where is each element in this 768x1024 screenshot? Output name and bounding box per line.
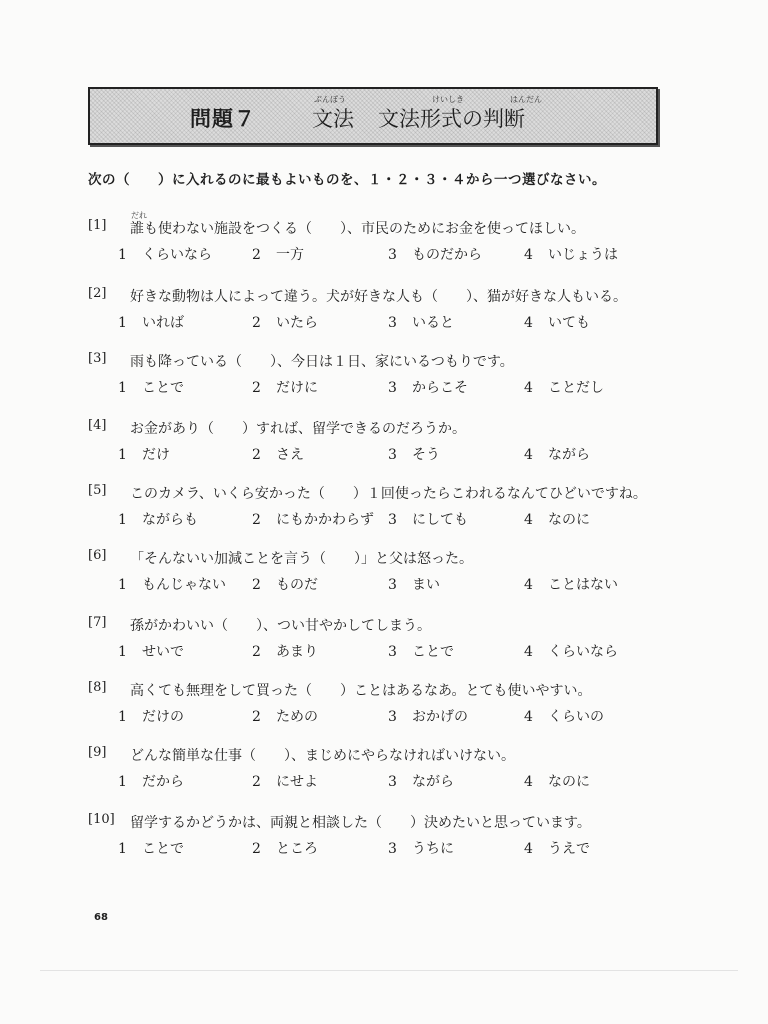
answer-option — [388, 838, 454, 858]
option-number: 3 — [388, 841, 397, 857]
answer-option — [118, 444, 170, 464]
option-text: いても — [548, 315, 590, 331]
option-text: なのに — [548, 512, 590, 528]
option-text: にせよ — [276, 774, 318, 790]
answer-options — [88, 838, 688, 860]
answer-option — [524, 706, 604, 726]
question-text: 「そんないい加減ことを言う（ ）」と父は怒った。 — [130, 551, 473, 567]
option-number: 2 — [252, 644, 261, 660]
question-text: お金があり（ ）すれば、留学できるのだろうか。 — [130, 421, 466, 437]
option-number: 2 — [252, 512, 261, 528]
title-banner — [88, 87, 658, 145]
option-text: ものだから — [412, 247, 482, 263]
option-number: 4 — [524, 512, 533, 528]
answer-options — [88, 509, 688, 531]
problem-title: 問題７ — [190, 107, 256, 131]
question-item — [88, 745, 688, 793]
option-number: 1 — [118, 774, 127, 790]
answer-option — [524, 838, 590, 858]
option-number: 4 — [524, 644, 533, 660]
option-number: 1 — [118, 315, 127, 331]
option-text: くらいなら — [548, 644, 618, 660]
option-text: なのに — [548, 774, 590, 790]
ruby-keishiki: けいしき — [432, 95, 464, 104]
option-text: うちに — [412, 841, 454, 857]
question-line — [88, 615, 688, 637]
answer-option — [388, 706, 468, 726]
answer-option — [388, 771, 454, 791]
question-text: 好きな動物は人によって違う。犬が好きな人も（ ）、猫が好きな人もいる。 — [130, 289, 627, 305]
option-text: せいで — [142, 644, 184, 660]
option-text: にしても — [412, 512, 468, 528]
question-text: 留学するかどうかは、両親と相談した（ ）決めたいと思っています。 — [130, 815, 591, 831]
option-text: いると — [412, 315, 454, 331]
option-text: ながら — [548, 447, 590, 463]
option-text: からこそ — [412, 380, 468, 396]
answer-option — [118, 771, 184, 791]
option-number: 1 — [118, 577, 127, 593]
ruby-bunpou: ぶんぽう — [314, 95, 346, 104]
option-number: 3 — [388, 380, 397, 396]
answer-option — [524, 574, 618, 594]
answer-option — [118, 838, 184, 858]
page-number: 68 — [94, 912, 108, 923]
question-line — [88, 745, 688, 767]
answer-option — [388, 444, 440, 464]
question-line — [88, 812, 688, 834]
question-number: [10] — [88, 812, 115, 827]
option-text: ながらも — [142, 512, 198, 528]
option-number: 3 — [388, 247, 397, 263]
option-text: ことはない — [548, 577, 618, 593]
answer-option — [524, 641, 618, 661]
option-text: ことで — [142, 380, 184, 396]
question-line — [88, 680, 688, 702]
answer-option — [252, 377, 318, 397]
answer-option — [118, 377, 184, 397]
option-text: まい — [412, 577, 440, 593]
option-text: ながら — [412, 774, 454, 790]
answer-options — [88, 377, 688, 399]
answer-option — [118, 312, 184, 332]
option-text: にもかかわらず — [276, 512, 374, 528]
option-number: 3 — [388, 315, 397, 331]
option-text: ところ — [276, 841, 318, 857]
option-text: だから — [142, 774, 184, 790]
question-item — [88, 418, 688, 466]
option-text: おかげの — [412, 709, 468, 725]
scan-artifact-line — [40, 970, 738, 971]
answer-option — [524, 509, 590, 529]
section-name: 文法 — [312, 107, 354, 131]
option-number: 3 — [388, 709, 397, 725]
option-text: だけの — [142, 709, 184, 725]
question-item — [88, 548, 688, 596]
option-number: 3 — [388, 577, 397, 593]
answer-option — [252, 509, 374, 529]
question-text: 雨も降っている（ ）、今日は１日、家にいるつもりです。 — [130, 354, 514, 370]
answer-options — [88, 312, 688, 334]
option-number: 1 — [118, 512, 127, 528]
question-text: 孫がかわいい（ ）、つい甘やかしてしまう。 — [130, 618, 431, 634]
question-number: [1] — [88, 218, 107, 233]
option-number: 4 — [524, 577, 533, 593]
question-item — [88, 286, 688, 334]
answer-option — [524, 244, 618, 264]
answer-option — [252, 244, 304, 264]
option-number: 1 — [118, 380, 127, 396]
question-line — [88, 548, 688, 570]
answer-option — [388, 312, 454, 332]
option-text: うえで — [548, 841, 590, 857]
option-text: いたら — [276, 315, 318, 331]
option-text: そう — [412, 447, 440, 463]
option-number: 3 — [388, 644, 397, 660]
question-number: [5] — [88, 483, 107, 498]
option-number: 4 — [524, 774, 533, 790]
option-number: 2 — [252, 447, 261, 463]
question-item — [88, 812, 688, 860]
answer-option — [524, 771, 590, 791]
option-number: 2 — [252, 247, 261, 263]
question-line — [88, 418, 688, 440]
answer-option — [524, 377, 604, 397]
option-number: 1 — [118, 644, 127, 660]
answer-options — [88, 706, 688, 728]
answer-option — [252, 444, 304, 464]
option-number: 3 — [388, 774, 397, 790]
option-number: 4 — [524, 709, 533, 725]
question-item — [88, 351, 688, 399]
answer-option — [252, 838, 318, 858]
question-number: [4] — [88, 418, 107, 433]
answer-option — [118, 509, 198, 529]
option-number: 1 — [118, 447, 127, 463]
option-text: もんじゃない — [142, 577, 226, 593]
option-number: 4 — [524, 315, 533, 331]
option-text: ことで — [412, 644, 454, 660]
answer-option — [252, 771, 318, 791]
option-number: 4 — [524, 841, 533, 857]
answer-options — [88, 574, 688, 596]
option-text: くらいの — [548, 709, 604, 725]
option-number: 2 — [252, 380, 261, 396]
option-number: 2 — [252, 841, 261, 857]
option-number: 1 — [118, 709, 127, 725]
question-item — [88, 680, 688, 728]
question-number: [6] — [88, 548, 107, 563]
option-text: ための — [276, 709, 318, 725]
answer-option — [118, 244, 212, 264]
option-text: あまり — [276, 644, 318, 660]
answer-option — [388, 641, 454, 661]
option-number: 1 — [118, 841, 127, 857]
question-number: [3] — [88, 351, 107, 366]
answer-option — [118, 641, 184, 661]
option-text: くらいなら — [142, 247, 212, 263]
option-number: 3 — [388, 512, 397, 528]
question-line — [88, 483, 688, 505]
answer-option — [388, 244, 482, 264]
question-text: どんな簡単な仕事（ ）、まじめにやらなければいけない。 — [130, 748, 515, 764]
answer-option — [388, 377, 468, 397]
question-text: 誰も使わない施設をつくる（ ）、市民のためにお金を使ってほしい。 — [130, 221, 585, 237]
question-number: [7] — [88, 615, 107, 630]
question-line — [88, 351, 688, 373]
ruby-dare: だれ — [131, 211, 147, 220]
option-number: 3 — [388, 447, 397, 463]
ruby-handan: はんだん — [510, 95, 542, 104]
option-text: だけ — [142, 447, 170, 463]
option-text: さえ — [276, 447, 304, 463]
option-number: 2 — [252, 315, 261, 331]
option-text: いれば — [142, 315, 184, 331]
answer-options — [88, 641, 688, 663]
option-number: 2 — [252, 774, 261, 790]
question-line — [88, 218, 688, 240]
answer-option — [252, 641, 318, 661]
question-number: [2] — [88, 286, 107, 301]
option-number: 2 — [252, 577, 261, 593]
option-text: ことだし — [548, 380, 604, 396]
question-text: このカメラ、いくら安かった（ ）１回使ったらこわれるなんてひどいですね。 — [130, 486, 647, 502]
answer-option — [252, 312, 318, 332]
option-number: 1 — [118, 247, 127, 263]
answer-option — [118, 574, 226, 594]
option-number: 2 — [252, 709, 261, 725]
section-subtitle: 文法形式の判断 — [378, 107, 525, 131]
question-number: [8] — [88, 680, 107, 695]
question-item — [88, 615, 688, 663]
question-number: [9] — [88, 745, 107, 760]
option-text: 一方 — [276, 247, 304, 263]
answer-option — [524, 312, 590, 332]
option-number: 4 — [524, 247, 533, 263]
answer-option — [388, 574, 440, 594]
option-text: だけに — [276, 380, 318, 396]
option-text: いじょうは — [548, 247, 618, 263]
question-item — [88, 218, 688, 266]
answer-options — [88, 444, 688, 466]
answer-option — [252, 574, 318, 594]
question-line — [88, 286, 688, 308]
question-text: 高くても無理をして買った（ ）ことはあるなあ。とても使いやすい。 — [130, 683, 592, 699]
answer-option — [118, 706, 184, 726]
option-text: ものだ — [276, 577, 318, 593]
option-text: ことで — [142, 841, 184, 857]
answer-option — [524, 444, 590, 464]
question-item — [88, 483, 688, 531]
answer-option — [388, 509, 468, 529]
option-number: 4 — [524, 380, 533, 396]
answer-options — [88, 771, 688, 793]
answer-options — [88, 244, 688, 266]
option-number: 4 — [524, 447, 533, 463]
answer-option — [252, 706, 318, 726]
instruction-text: 次の（ ）に入れるのに最もよいものを、１・２・３・４から一つ選びなさい。 — [88, 172, 606, 188]
